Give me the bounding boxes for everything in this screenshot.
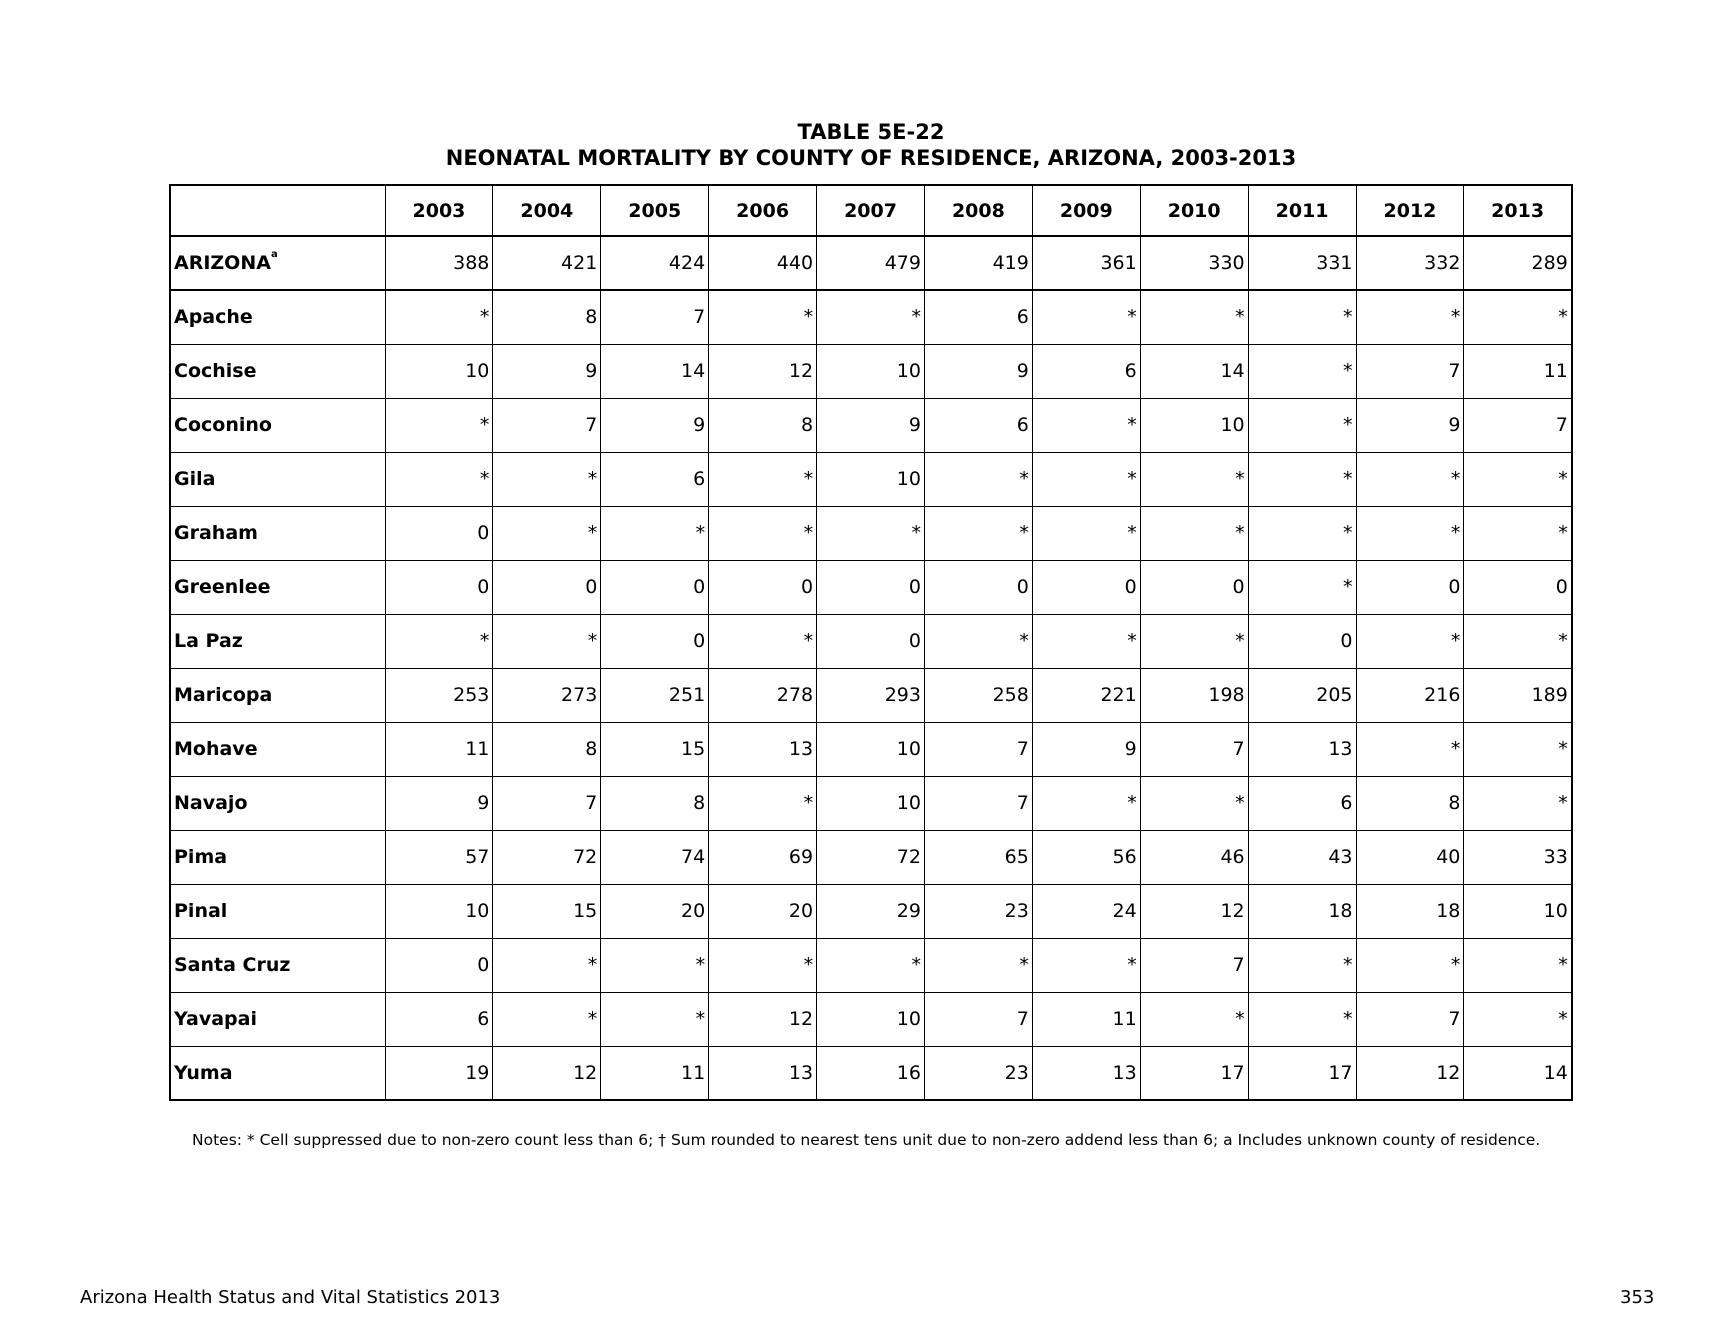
value-cell: 0	[924, 560, 1032, 614]
table-row	[170, 938, 1572, 992]
value-cell: 0	[1464, 560, 1572, 614]
value-cell: *	[1140, 614, 1248, 668]
value-cell: 388	[385, 236, 493, 290]
value-cell: *	[1032, 290, 1140, 344]
value-cell: 11	[1032, 992, 1140, 1046]
table-notes: Notes: * Cell suppressed due to non-zero count less than 6; † Sum rounded to nearest tens unit due to non-zero addend less than 6; a Includes unknown county of residence.	[192, 1131, 1541, 1149]
table-row	[170, 506, 1572, 560]
value-cell: 221	[1032, 668, 1140, 722]
footnote-marker: a	[270, 249, 278, 260]
value-cell: *	[817, 506, 925, 560]
value-cell: 251	[601, 668, 709, 722]
value-cell: *	[1248, 992, 1356, 1046]
value-cell: 7	[924, 722, 1032, 776]
value-cell: 7	[1140, 938, 1248, 992]
value-cell: 7	[493, 776, 601, 830]
county-name-cell	[170, 884, 385, 938]
value-cell: 7	[1464, 398, 1572, 452]
value-cell: 14	[1140, 344, 1248, 398]
county-name: La Paz	[174, 630, 243, 652]
value-cell: 29	[817, 884, 925, 938]
value-cell: *	[817, 938, 925, 992]
value-cell: 13	[1248, 722, 1356, 776]
value-cell: *	[709, 290, 817, 344]
value-cell: *	[924, 506, 1032, 560]
value-cell: 198	[1140, 668, 1248, 722]
value-cell: 419	[924, 236, 1032, 290]
value-cell: 15	[493, 884, 601, 938]
value-cell: *	[709, 614, 817, 668]
value-cell: *	[709, 938, 817, 992]
value-cell: 46	[1140, 830, 1248, 884]
value-cell: 12	[493, 1046, 601, 1100]
value-cell: 13	[1032, 1046, 1140, 1100]
header-row	[170, 185, 1572, 236]
value-cell: *	[1248, 398, 1356, 452]
header-year-cell: 2004	[493, 185, 601, 236]
county-name-cell	[170, 668, 385, 722]
county-name: Pima	[174, 846, 228, 868]
value-cell: 10	[817, 776, 925, 830]
value-cell: *	[1140, 290, 1248, 344]
value-cell: *	[709, 452, 817, 506]
value-cell: *	[1140, 776, 1248, 830]
value-cell: *	[817, 290, 925, 344]
county-name: Pinal	[174, 900, 228, 922]
value-cell: *	[601, 938, 709, 992]
value-cell: 8	[709, 398, 817, 452]
value-cell: 361	[1032, 236, 1140, 290]
value-cell: *	[1248, 938, 1356, 992]
value-cell: 33	[1464, 830, 1572, 884]
value-cell: *	[1032, 776, 1140, 830]
value-cell: 10	[817, 452, 925, 506]
table-row	[170, 398, 1572, 452]
value-cell: 332	[1356, 236, 1464, 290]
value-cell: 8	[601, 776, 709, 830]
value-cell: 0	[817, 560, 925, 614]
value-cell: *	[385, 614, 493, 668]
county-name-cell	[170, 506, 385, 560]
value-cell: 72	[817, 830, 925, 884]
value-cell: *	[1464, 722, 1572, 776]
value-cell: *	[1356, 452, 1464, 506]
value-cell: 13	[709, 722, 817, 776]
value-cell: *	[493, 992, 601, 1046]
table-row	[170, 722, 1572, 776]
value-cell: 10	[817, 722, 925, 776]
county-name-cell	[170, 1046, 385, 1100]
table-row	[170, 560, 1572, 614]
table-number: TABLE 5E-22	[797, 120, 945, 144]
footer-page-number: 353	[1620, 1287, 1655, 1308]
value-cell: 6	[1248, 776, 1356, 830]
county-name-cell	[170, 452, 385, 506]
value-cell: 10	[1140, 398, 1248, 452]
county-name-cell	[170, 398, 385, 452]
table-row	[170, 452, 1572, 506]
value-cell: 7	[1140, 722, 1248, 776]
value-cell: *	[1356, 722, 1464, 776]
table-row	[170, 830, 1572, 884]
value-cell: *	[1356, 290, 1464, 344]
value-cell: 9	[1032, 722, 1140, 776]
value-cell: *	[924, 614, 1032, 668]
value-cell: 9	[601, 398, 709, 452]
value-cell: 273	[493, 668, 601, 722]
county-name-cell	[170, 722, 385, 776]
value-cell: 7	[493, 398, 601, 452]
value-cell: 189	[1464, 668, 1572, 722]
value-cell: 24	[1032, 884, 1140, 938]
value-cell: *	[924, 938, 1032, 992]
value-cell: 57	[385, 830, 493, 884]
value-cell: *	[1140, 992, 1248, 1046]
value-cell: 440	[709, 236, 817, 290]
value-cell: *	[1464, 290, 1572, 344]
value-cell: 205	[1248, 668, 1356, 722]
footer-publication-title: Arizona Health Status and Vital Statistics 2013	[80, 1287, 501, 1308]
value-cell: 11	[385, 722, 493, 776]
value-cell: *	[1140, 506, 1248, 560]
value-cell: *	[1464, 614, 1572, 668]
value-cell: *	[1248, 344, 1356, 398]
value-cell: 7	[1356, 992, 1464, 1046]
county-name: ARIZONA	[174, 252, 271, 274]
value-cell: 14	[1464, 1046, 1572, 1100]
table-title: NEONATAL MORTALITY BY COUNTY OF RESIDENCE, ARIZONA, 2003-2013	[445, 146, 1297, 170]
value-cell: *	[1356, 614, 1464, 668]
value-cell: 7	[1356, 344, 1464, 398]
county-name: Navajo	[174, 792, 248, 814]
value-cell: *	[601, 506, 709, 560]
value-cell: *	[493, 452, 601, 506]
value-cell: 56	[1032, 830, 1140, 884]
value-cell: *	[1032, 398, 1140, 452]
value-cell: 43	[1248, 830, 1356, 884]
value-cell: 0	[601, 560, 709, 614]
county-name: Apache	[174, 306, 253, 329]
value-cell: 20	[601, 884, 709, 938]
value-cell: *	[1464, 938, 1572, 992]
county-name: Greenlee	[174, 576, 271, 598]
value-cell: 331	[1248, 236, 1356, 290]
value-cell: 18	[1248, 884, 1356, 938]
value-cell: *	[1356, 506, 1464, 560]
value-cell: 23	[924, 884, 1032, 938]
value-cell: 0	[817, 614, 925, 668]
value-cell: *	[601, 992, 709, 1046]
value-cell: 9	[385, 776, 493, 830]
value-cell: 12	[1140, 884, 1248, 938]
value-cell: 15	[601, 722, 709, 776]
value-cell: 10	[1464, 884, 1572, 938]
value-cell: 421	[493, 236, 601, 290]
value-cell: 253	[385, 668, 493, 722]
value-cell: 6	[1032, 344, 1140, 398]
value-cell: 8	[1356, 776, 1464, 830]
value-cell: 12	[709, 992, 817, 1046]
value-cell: 0	[601, 614, 709, 668]
header-year-cell: 2003	[385, 185, 493, 236]
value-cell: 72	[493, 830, 601, 884]
value-cell: *	[1464, 506, 1572, 560]
value-cell: 13	[709, 1046, 817, 1100]
header-year-cell: 2009	[1032, 185, 1140, 236]
value-cell: *	[1032, 452, 1140, 506]
value-cell: 0	[385, 938, 493, 992]
table-row	[170, 290, 1572, 344]
county-name: Yavapai	[174, 1008, 257, 1030]
value-cell: 330	[1140, 236, 1248, 290]
table-header	[170, 185, 1572, 236]
header-year-cell: 2006	[709, 185, 817, 236]
value-cell: *	[385, 452, 493, 506]
value-cell: 14	[601, 344, 709, 398]
value-cell: 69	[709, 830, 817, 884]
value-cell: 11	[601, 1046, 709, 1100]
header-year-cell: 2011	[1248, 185, 1356, 236]
value-cell: *	[1464, 776, 1572, 830]
county-name: Graham	[174, 522, 258, 544]
value-cell: 11	[1464, 344, 1572, 398]
county-name-cell	[170, 776, 385, 830]
county-name: Santa Cruz	[174, 954, 291, 976]
value-cell: *	[709, 506, 817, 560]
value-cell: 17	[1248, 1046, 1356, 1100]
value-cell: 18	[1356, 884, 1464, 938]
table-row	[170, 668, 1572, 722]
value-cell: 0	[385, 560, 493, 614]
value-cell: 278	[709, 668, 817, 722]
county-name-cell	[170, 614, 385, 668]
table-row	[170, 236, 1572, 290]
value-cell: 289	[1464, 236, 1572, 290]
value-cell: *	[1032, 506, 1140, 560]
table-row	[170, 776, 1572, 830]
value-cell: 20	[709, 884, 817, 938]
value-cell: 19	[385, 1046, 493, 1100]
value-cell: *	[1140, 452, 1248, 506]
value-cell: 9	[924, 344, 1032, 398]
value-cell: *	[493, 506, 601, 560]
value-cell: 0	[1356, 560, 1464, 614]
county-name: Maricopa	[174, 684, 273, 706]
value-cell: 0	[709, 560, 817, 614]
header-corner-cell	[170, 185, 385, 236]
value-cell: 9	[817, 398, 925, 452]
value-cell: 8	[493, 290, 601, 344]
value-cell: 23	[924, 1046, 1032, 1100]
value-cell: 40	[1356, 830, 1464, 884]
value-cell: 6	[924, 290, 1032, 344]
value-cell: 216	[1356, 668, 1464, 722]
table-row	[170, 344, 1572, 398]
value-cell: 479	[817, 236, 925, 290]
value-cell: 17	[1140, 1046, 1248, 1100]
table-row	[170, 1046, 1572, 1100]
value-cell: 10	[385, 884, 493, 938]
county-name-cell	[170, 236, 385, 290]
county-name-cell	[170, 560, 385, 614]
header-year-cell: 2012	[1356, 185, 1464, 236]
value-cell: *	[709, 776, 817, 830]
value-cell: *	[1248, 290, 1356, 344]
value-cell: 0	[385, 506, 493, 560]
county-name-cell	[170, 290, 385, 344]
header-year-cell: 2008	[924, 185, 1032, 236]
value-cell: *	[1464, 452, 1572, 506]
value-cell: *	[1464, 992, 1572, 1046]
value-cell: 258	[924, 668, 1032, 722]
table-row	[170, 884, 1572, 938]
header-year-cell: 2007	[817, 185, 925, 236]
county-name-cell	[170, 344, 385, 398]
table-row	[170, 992, 1572, 1046]
value-cell: *	[1248, 506, 1356, 560]
value-cell: 7	[924, 992, 1032, 1046]
value-cell: 293	[817, 668, 925, 722]
county-name-cell	[170, 938, 385, 992]
value-cell: 0	[1032, 560, 1140, 614]
value-cell: 6	[601, 452, 709, 506]
county-name-cell	[170, 830, 385, 884]
value-cell: *	[385, 398, 493, 452]
value-cell: *	[1032, 614, 1140, 668]
value-cell: *	[493, 614, 601, 668]
header-year-cell: 2010	[1140, 185, 1248, 236]
table-title-block	[0, 119, 1731, 171]
value-cell: *	[385, 290, 493, 344]
value-cell: *	[1032, 938, 1140, 992]
value-cell: *	[1248, 452, 1356, 506]
value-cell: *	[924, 452, 1032, 506]
value-cell: 10	[385, 344, 493, 398]
table-body	[170, 236, 1572, 1100]
value-cell: 9	[493, 344, 601, 398]
value-cell: 10	[817, 992, 925, 1046]
value-cell: 0	[1140, 560, 1248, 614]
value-cell: 9	[1356, 398, 1464, 452]
value-cell: 10	[817, 344, 925, 398]
county-name: Gila	[174, 468, 216, 490]
value-cell: 74	[601, 830, 709, 884]
value-cell: 0	[1248, 614, 1356, 668]
value-cell: 16	[817, 1046, 925, 1100]
neonatal-mortality-table	[169, 184, 1573, 1101]
table-row	[170, 614, 1572, 668]
value-cell: 12	[709, 344, 817, 398]
value-cell: 6	[924, 398, 1032, 452]
county-name-cell	[170, 992, 385, 1046]
header-year-cell: 2005	[601, 185, 709, 236]
value-cell: *	[1356, 938, 1464, 992]
header-year-cell: 2013	[1464, 185, 1572, 236]
value-cell: *	[493, 938, 601, 992]
county-name: Coconino	[174, 414, 272, 436]
value-cell: 0	[493, 560, 601, 614]
value-cell: 7	[924, 776, 1032, 830]
value-cell: 8	[493, 722, 601, 776]
value-cell: 12	[1356, 1046, 1464, 1100]
value-cell: 424	[601, 236, 709, 290]
value-cell: 6	[385, 992, 493, 1046]
value-cell: *	[1248, 560, 1356, 614]
county-name: Yuma	[174, 1061, 233, 1084]
value-cell: 65	[924, 830, 1032, 884]
county-name: Mohave	[174, 738, 258, 760]
value-cell: 7	[601, 290, 709, 344]
county-name: Cochise	[174, 360, 257, 382]
